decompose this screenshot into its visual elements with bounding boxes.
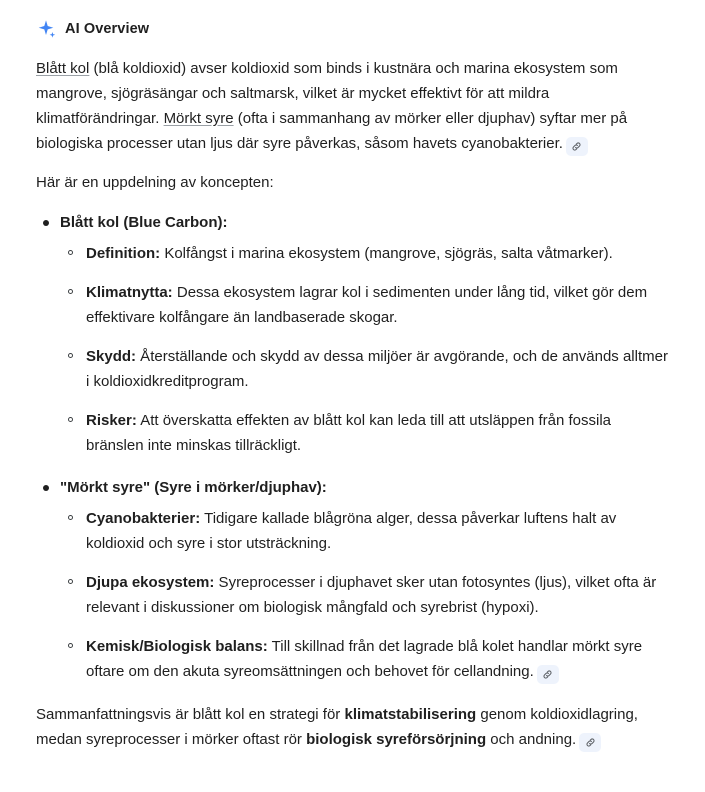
source-link-icon[interactable]	[537, 665, 559, 684]
point-text: Till skillnad från det lagrade blå kolet handlar mörkt syre oftare om den akuta syreomsättningen och behovet för cellandning.	[86, 638, 643, 680]
point-label: Skydd:	[86, 348, 137, 365]
point-label: Risker:	[86, 412, 137, 429]
source-link-icon[interactable]	[566, 137, 588, 156]
sub-bullet-icon	[68, 250, 73, 255]
top-spacer	[36, 0, 669, 6]
point-label: Klimatnytta:	[86, 284, 173, 301]
point-text: Tidigare kallade blågröna alger, dessa påverkar luftens halt av koldioxid och syre i stor utsträckning.	[86, 510, 617, 552]
point-text: Kolfångst i marina ekosystem (mangrove, sjögräs, salta våtmarker).	[160, 245, 613, 262]
list-item	[60, 241, 669, 266]
summary-text-3: och andning.	[486, 731, 577, 748]
sub-bullet-icon	[68, 643, 73, 648]
list-item	[60, 634, 669, 684]
sub-bullet-icon	[68, 417, 73, 422]
summary-text-1: Sammanfattningsvis är blått kol en strategi för	[36, 706, 345, 723]
section-points	[60, 241, 669, 458]
list-item	[60, 408, 669, 458]
sparkle-icon	[36, 19, 56, 39]
section-blue-carbon	[36, 211, 669, 458]
list-item	[60, 570, 669, 620]
lead-in-paragraph: Här är en uppdelning av koncepten:	[36, 174, 274, 191]
point-label: Cyanobakterier:	[86, 510, 201, 527]
point-text: Dessa ekosystem lagrar kol i sedimenten under lång tid, vilket gör dem effektivare kolfångare än landbaserade skogar.	[86, 284, 648, 326]
source-link-icon[interactable]	[579, 733, 601, 752]
sub-bullet-icon	[68, 353, 73, 358]
point-text: Syreprocesser i djuphavet sker utan fotosyntes (ljus), vilket ofta är relevant i diskussioner om biologisk mångfald och syrebrist (hypoxi).	[86, 574, 657, 616]
summary-paragraph	[36, 702, 669, 752]
intro-text-1: (blå koldioxid) avser koldioxid som binds i kustnära och marina ekosystem som mangrove, sjögräsängar och saltmarsk, vilket är mycket effektivt för att mildra klimatförändringar.	[36, 60, 618, 127]
section-dark-oxygen	[36, 476, 669, 684]
bullet-icon	[43, 485, 49, 491]
point-text: Återställande och skydd av dessa miljöer är avgörande, och de används alltmer i koldioxidkreditprogram.	[86, 348, 668, 390]
list-item	[60, 506, 669, 556]
sub-bullet-icon	[68, 515, 73, 520]
summary-text-2: genom koldioxidlagring, medan syreprocesser i mörker oftast rör	[36, 706, 638, 748]
list-item	[60, 280, 669, 330]
point-label: Kemisk/Biologisk balans:	[86, 638, 268, 655]
ai-overview-title: AI Overview	[65, 21, 150, 37]
bullet-icon	[43, 220, 49, 226]
section-heading: "Mörkt syre" (Syre i mörker/djuphav):	[60, 479, 327, 496]
intro-term-blue-carbon: Blått kol	[36, 60, 90, 77]
intro-text-2: (ofta i sammanhang av mörker eller djuphav) syftar mer på biologiska processer utan ljus där syre påverkas, såsom havets cyanobakterier.	[36, 110, 628, 152]
sub-bullet-icon	[68, 289, 73, 294]
sub-bullet-icon	[68, 579, 73, 584]
summary-bold-1: klimatstabilisering	[344, 706, 477, 723]
list-item	[60, 344, 669, 394]
intro-paragraph	[36, 56, 669, 156]
point-text: Att överskatta effekten av blått kol kan leda till att utsläppen från fossila bränslen inte minskas tillräckligt.	[86, 412, 612, 454]
section-points	[60, 506, 669, 684]
summary-bold-2: biologisk syreförsörjning	[306, 731, 487, 748]
point-label: Definition:	[86, 245, 161, 262]
point-label: Djupa ekosystem:	[86, 574, 215, 591]
section-heading: Blått kol (Blue Carbon):	[60, 214, 228, 231]
concept-list	[36, 211, 669, 684]
ai-overview-header	[36, 14, 669, 44]
intro-term-dark-oxygen: Mörkt syre	[163, 110, 234, 127]
